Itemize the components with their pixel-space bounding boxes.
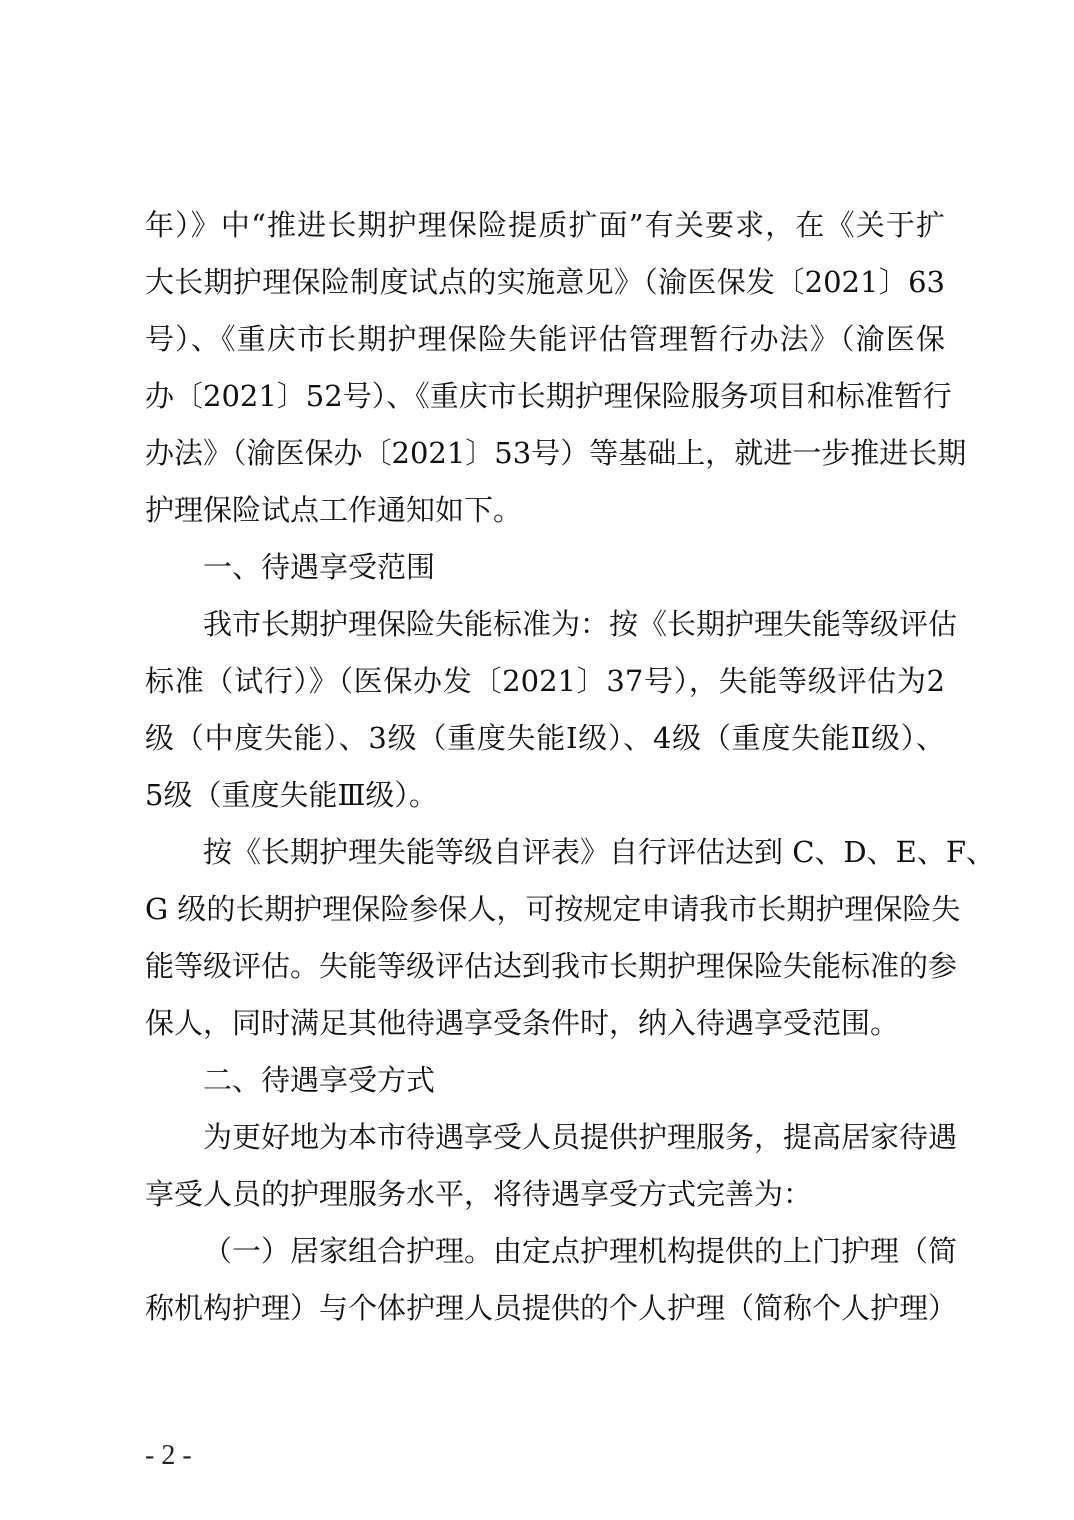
body-line: （一）居家组合护理。由定点护理机构提供的上门护理（简 bbox=[203, 1234, 958, 1268]
section-heading: 一、待遇享受范围 bbox=[203, 550, 436, 584]
body-line: 称机构护理）与个体护理人员提供的个人护理（简称个人护理） bbox=[145, 1291, 958, 1325]
section-heading: 二、待遇享受方式 bbox=[203, 1063, 436, 1097]
body-line: 办〔2021〕52号）、《重庆市长期护理保险服务项目和标准暂行 bbox=[145, 379, 952, 413]
body-line: 级（中度失能）、3级（重度失能Ⅰ级）、4级（重度失能Ⅱ级）、 bbox=[145, 721, 945, 755]
body-line: 我市长期护理保险失能标准为：按《长期护理失能等级评估 bbox=[203, 607, 958, 641]
body-line: 大长期护理保险制度试点的实施意见》（渝医保发〔2021〕63 bbox=[145, 265, 945, 299]
body-line: 保人，同时满足其他待遇享受条件时，纳入待遇享受范围。 bbox=[145, 1006, 900, 1040]
body-line: 5级（重度失能Ⅲ级）。 bbox=[145, 778, 438, 812]
body-line: 年）》中“推进长期护理保险提质扩面”有关要求，在《关于扩 bbox=[145, 208, 945, 242]
body-line: 按《长期护理失能等级自评表》自行评估达到 C、D、E、F、 bbox=[203, 835, 995, 869]
body-line: 享受人员的护理服务水平，将待遇享受方式完善为： bbox=[145, 1177, 813, 1211]
page-number: - 2 - bbox=[145, 1440, 192, 1471]
body-line: 标准（试行）》（医保办发〔2021〕37号），失能等级评估为2 bbox=[145, 664, 945, 698]
body-line: G 级的长期护理保险参保人，可按规定申请我市长期护理保险失 bbox=[145, 892, 961, 926]
body-line: 为更好地为本市待遇享受人员提供护理服务，提高居家待遇 bbox=[203, 1120, 958, 1154]
body-line: 办法》（渝医保办〔2021〕53号）等基础上，就进一步推进长期 bbox=[145, 436, 967, 470]
body-line: 号）、《重庆市长期护理保险失能评估管理暂行办法》（渝医保 bbox=[145, 322, 945, 356]
body-line: 护理保险试点工作通知如下。 bbox=[145, 493, 523, 527]
body-line: 能等级评估。失能等级评估达到我市长期护理保险失能标准的参 bbox=[145, 949, 958, 983]
